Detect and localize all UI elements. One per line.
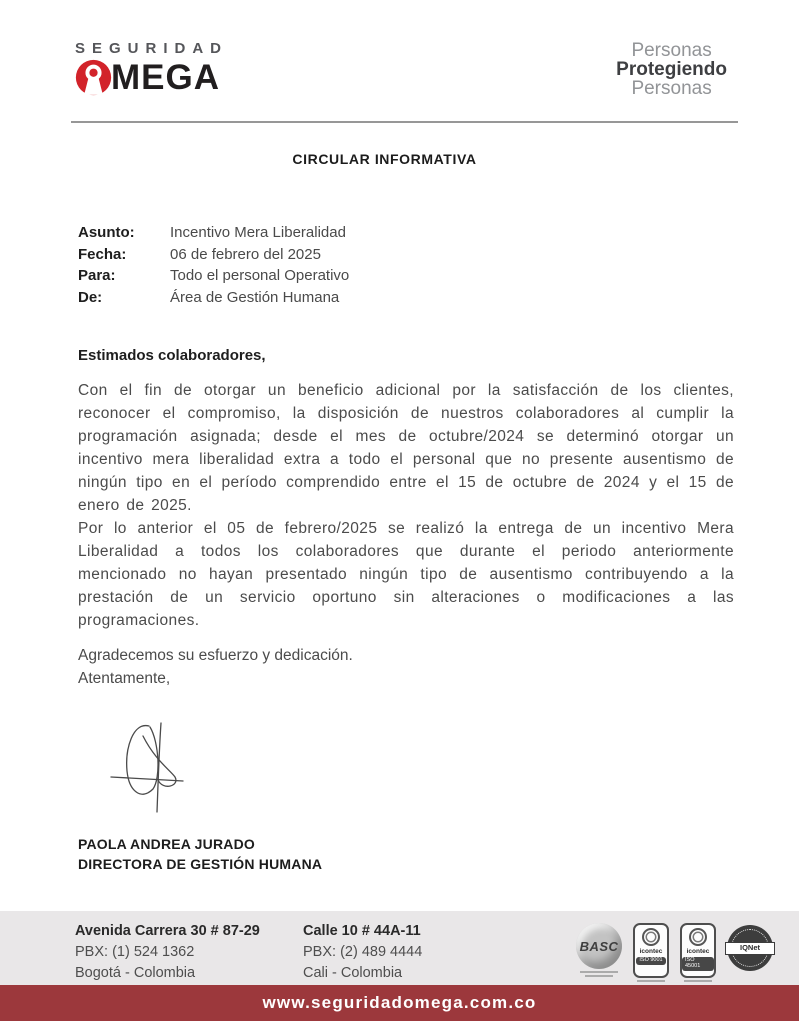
company-tagline	[616, 41, 727, 98]
office-pbx: PBX: (2) 489 4444	[303, 944, 423, 960]
icontec-emblem-icon	[689, 928, 707, 946]
meta-value: Área de Gestión Humana	[170, 288, 340, 306]
meta-row-de	[78, 287, 349, 309]
body-paragraph-2: Por lo anterior el 05 de febrero/2025 se realizó la entrega de un incentivo Mera Liberalidad a todos los colaboradores que durante el periodo anteriormente mencionado no hayan presentado ningún tipo de ausentismo contribuyendo a la prestación de un servicio oportuno sin alteraciones o modificaciones a las programaciones.	[78, 520, 734, 629]
icontec-iso9001-certification	[633, 923, 669, 982]
icontec-iso45001-certification	[680, 923, 716, 982]
meta-value: Incentivo Mera Liberalidad	[170, 224, 346, 241]
meta-row-para	[78, 265, 349, 287]
icontec-emblem-icon	[642, 928, 660, 946]
website-bar: www.seguridadomega.com.co	[0, 985, 799, 1021]
handwritten-signature-scribble	[103, 714, 195, 818]
header-divider	[71, 121, 738, 123]
footer-band	[0, 911, 799, 985]
office-city: Bogotá - Colombia	[75, 965, 196, 981]
omega-icon	[75, 59, 112, 96]
signer-block	[78, 834, 322, 874]
tagline-line-3: Personas	[631, 78, 712, 99]
icontec-badge-icon	[633, 923, 669, 978]
company-logo	[75, 40, 228, 96]
signer-role: DIRECTORA DE GESTIÓN HUMANA	[78, 856, 323, 872]
iqnet-certification-logo	[727, 923, 773, 971]
iso-9001-label: ISO 9001	[636, 957, 665, 966]
icontec-badge-icon	[680, 923, 716, 978]
meta-label: Fecha:	[78, 245, 127, 263]
greeting-line: Estimados colaboradores,	[78, 347, 266, 364]
basc-globe-icon	[576, 923, 622, 969]
office-address: Avenida Carrera 30 # 87-29	[75, 923, 260, 939]
meta-row-asunto	[78, 222, 349, 244]
office-city: Cali - Colombia	[303, 965, 403, 981]
icontec-label: icontec	[639, 947, 663, 955]
iqnet-seal-icon	[727, 925, 773, 971]
office-cali	[303, 921, 422, 984]
basc-certification-logo	[576, 923, 622, 977]
meta-label: Asunto:	[78, 224, 135, 241]
meta-label: De:	[78, 288, 103, 306]
iso-45001-label: ISO 45001	[682, 957, 714, 971]
tagline-line-1: Personas	[631, 40, 712, 61]
closing-line: Atentamente,	[78, 670, 171, 687]
thanks-line: Agradecemos su esfuerzo y dedicación.	[78, 647, 353, 664]
icontec-caption-lines	[637, 980, 665, 982]
certification-logos	[576, 923, 773, 982]
icontec-caption-lines	[684, 980, 712, 982]
basc-label: BASC	[579, 938, 619, 954]
meta-value: 06 de febrero del 2025	[170, 245, 321, 263]
iqnet-label: IQNet	[725, 942, 775, 955]
tagline-line-2: Protegiendo	[616, 59, 727, 80]
meta-row-fecha	[78, 244, 349, 266]
meta-value: Todo el personal Operativo	[170, 267, 350, 284]
office-bogota	[75, 921, 260, 984]
basc-caption-lines	[580, 971, 618, 977]
office-pbx: PBX: (1) 524 1362	[75, 944, 195, 960]
body-paragraph-1: Con el fin de otorgar un beneficio adicional por la satisfacción de los clientes, reconocer el compromiso, la disposición de nuestros colaboradores al cumplir la programación asignada; desde el mes de octubre/2024 se determinó otorgar un incentivo mera liberalidad extra a todo el personal que no presente ausentismo de ningún tipo en el período comprendido entre el 15 de octubre de 2024 y el 15 de enero de 2025.	[78, 382, 734, 514]
signer-name: PAOLA ANDREA JURADO	[78, 836, 255, 852]
meta-label: Para:	[78, 267, 116, 284]
meta-block	[78, 222, 349, 308]
office-address: Calle 10 # 44A-11	[303, 923, 421, 939]
logo-word-seguridad: SEGURIDAD	[75, 40, 229, 57]
icontec-label: icontec	[686, 947, 710, 955]
logo-word-mega: MEGA	[111, 58, 220, 97]
document-title: CIRCULAR INFORMATIVA	[292, 151, 477, 167]
